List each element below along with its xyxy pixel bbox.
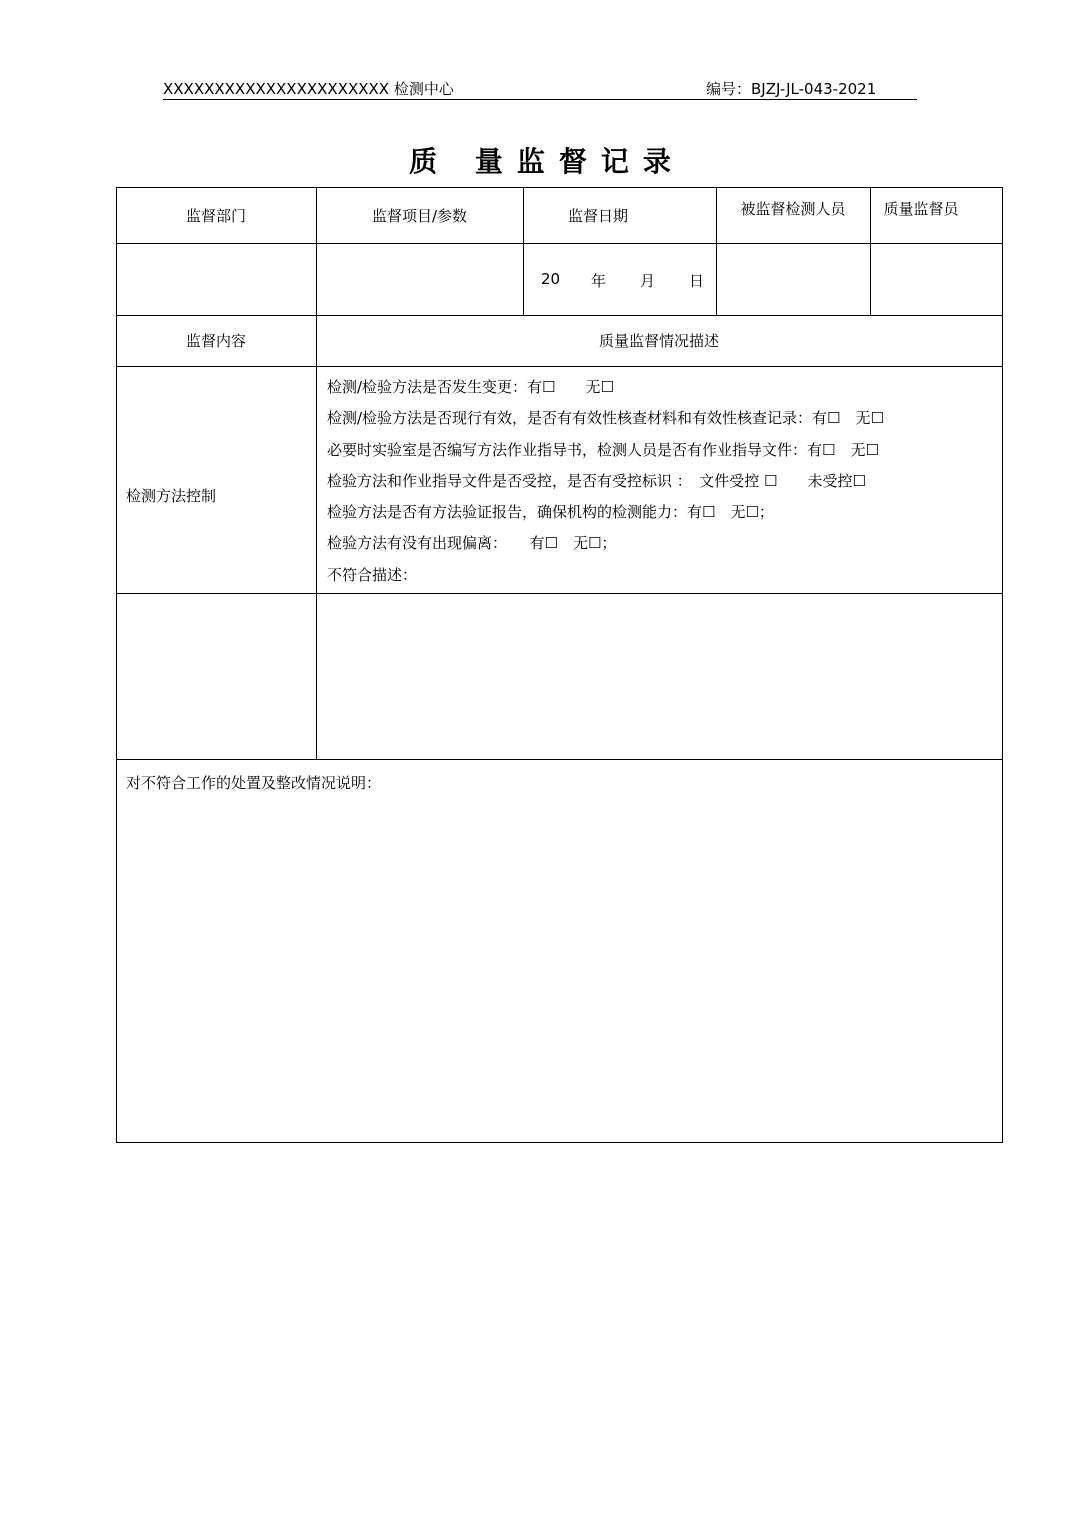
table-border-right [1002, 187, 1003, 1143]
checklist-item[interactable]: 检验方法是否有方法验证报告，确保机构的检测能力：有☐ 无☐； [327, 503, 774, 522]
header-quality-supervisor: 质量监督员 [883, 199, 959, 218]
checklist-item[interactable]: 检验方法和作业指导文件是否受控，是否有受控标识 ： 文件受控 ☐ 未受控☐ [327, 471, 866, 490]
date-month-label: 月 [640, 272, 656, 290]
method-control-label: 检测方法控制 [126, 486, 217, 505]
content-label: 监督内容 [185, 332, 246, 350]
checklist-item[interactable]: 必要时实验室是否编写方法作业指导书，检测人员是否有作业指导文件：有☐ 无☐ [327, 440, 879, 459]
description-header: 质量监督情况描述 [598, 332, 719, 350]
method-checklist [327, 376, 884, 595]
header-supervision-department: 监督部门 [185, 206, 246, 225]
table-row-divider [116, 759, 1003, 760]
checklist-item[interactable]: 检验方法有没有出现偏离： 有☐ 无☐； [327, 534, 617, 553]
nonconformity-description-label: 不符合描述： [327, 565, 418, 584]
document-code: 编号：BJZJ-JL-043-2021 [706, 80, 877, 98]
org-name: XXXXXXXXXXXXXXXXXXXXXX 检测中心 [163, 80, 454, 98]
header-divider [163, 99, 917, 100]
table-border-bottom [116, 1142, 1003, 1143]
nonconformity-handling-label: 对不符合工作的处置及整改情况说明： [126, 774, 382, 792]
nonconformity-description-field[interactable] [317, 594, 1002, 759]
header-supervision-date: 监督日期 [567, 206, 628, 225]
header-supervision-item: 监督项目/参数 [371, 206, 468, 225]
date-year-label: 年 [591, 272, 607, 290]
date-day-label: 日 [689, 272, 705, 290]
header-supervised-personnel: 被监督检测人员 [740, 199, 846, 218]
checklist-item[interactable]: 检测/检验方法是否发生变更：有☐ 无☐ [327, 378, 614, 396]
date-year-prefix: 20 [541, 270, 561, 288]
checklist-item[interactable]: 检测/检验方法是否现行有效，是否有有效性核查材料和有效性核查记录：有☐ 无☐ [327, 409, 884, 428]
page-title: 质 量监督记录 [409, 145, 685, 178]
nonconformity-handling-field[interactable] [117, 800, 1002, 1142]
date-field[interactable] [523, 243, 716, 315]
